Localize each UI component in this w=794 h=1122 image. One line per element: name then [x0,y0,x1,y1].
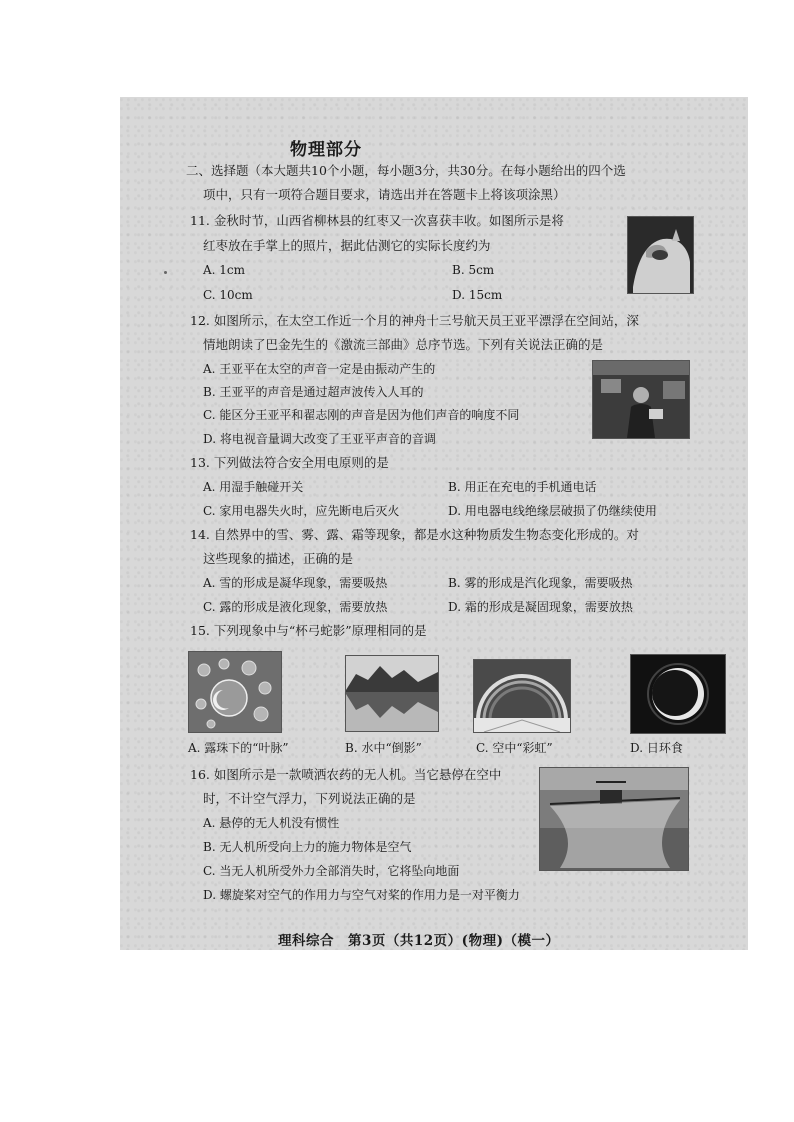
q14-option-d[interactable]: D. 霜的形成是凝固现象，需要放热 [448,600,633,614]
section-heading-line-1: 二、选择题（本大题共10个小题，每小题3分，共30分。在每小题给出的四个选 [186,163,626,178]
q12-option-c[interactable]: C. 能区分王亚平和翟志刚的声音是因为他们声音的响度不同 [203,408,520,422]
spraying-drone-photo [539,767,689,871]
q12-stem-line-2: 情地朗读了巴金先生的《激流三部曲》总序节选。下列有关说法正确的是 [203,337,604,352]
q12-option-b[interactable]: B. 王亚平的声音是通过超声波传入人耳的 [203,385,424,399]
drone-icon [540,768,688,870]
q12-option-a[interactable]: A. 王亚平在太空的声音一定是由振动产生的 [203,362,436,376]
q14-option-b[interactable]: B. 雾的形成是汽化现象，需要吸热 [448,576,633,590]
page-footer: 理科综合 第3页（共12页）(物理)（模一） [278,933,560,949]
q13-option-b[interactable]: B. 用正在充电的手机通电话 [448,480,597,494]
q15-option-a[interactable]: A. 露珠下的“叶脉” [188,741,289,755]
rainbow-icon [474,660,570,732]
hand-jujube-icon [628,217,693,293]
dew-drops-on-leaf-photo [188,651,282,733]
section-heading-line-2: 项中，只有一项符合题目要求，请选出并在答题卡上将该项涂黑） [203,187,566,202]
q13-stem-line-1: 13. 下列做法符合安全用电原则的是 [190,455,389,470]
rainbow-in-sky-photo [473,659,571,733]
q13-option-c[interactable]: C. 家用电器失火时，应先断电后灭火 [203,504,400,518]
q13-option-d[interactable]: D. 用电器电线绝缘层破损了仍继续使用 [448,504,657,518]
q11-option-c[interactable]: C. 10cm [203,288,253,302]
page-title: 物理部分 [290,140,362,160]
reflection-in-water-photo [345,655,439,732]
q16-stem-line-1: 16. 如图所示是一款喷洒农药的无人机。当它悬停在空中 [190,767,502,782]
q11-stem-line-1: 11. 金秋时节，山西省柳林县的红枣又一次喜获丰收。如图所示是将 [190,213,564,228]
q14-stem-line-1: 14. 自然界中的雪、雾、露、霜等现象，都是水这种物质发生物态变化形成的。对 [190,527,639,542]
q15-stem-line-1: 15. 下列现象中与“杯弓蛇影”原理相同的是 [190,623,427,638]
hand-holding-jujube-photo [627,216,694,294]
q13-option-a[interactable]: A. 用湿手触碰开关 [203,480,304,494]
q16-stem-line-2: 时，不计空气浮力，下列说法正确的是 [203,791,416,806]
q12-option-d[interactable]: D. 将电视音量调大改变了王亚平声音的音调 [203,432,436,446]
q12-stem-line-1: 12. 如图所示，在太空工作近一个月的神舟十三号航天员王亚平漂浮在空间站，深 [190,313,639,328]
eclipse-icon [631,655,725,733]
q16-option-b[interactable]: B. 无人机所受向上力的施力物体是空气 [203,840,412,854]
astronaut-in-space-station-photo [592,360,690,439]
dew-drops-icon [189,652,281,732]
astronaut-icon [593,361,689,438]
q11-option-a[interactable]: A. 1cm [203,263,246,277]
q16-option-c[interactable]: C. 当无人机所受外力全部消失时，它将坠向地面 [203,864,460,878]
q14-option-c[interactable]: C. 露的形成是液化现象，需要放热 [203,600,388,614]
q11-option-b[interactable]: B. 5cm [452,263,495,277]
q14-stem-line-2: 这些现象的描述，正确的是 [203,551,354,566]
q16-option-d[interactable]: D. 螺旋桨对空气的作用力与空气对桨的作用力是一对平衡力 [203,888,520,902]
q15-option-c[interactable]: C. 空中“彩虹” [476,741,553,755]
q15-option-b[interactable]: B. 水中“倒影” [345,741,422,755]
annular-eclipse-photo [630,654,726,734]
q14-option-a[interactable]: A. 雪的形成是凝华现象，需要吸热 [203,576,388,590]
q16-option-a[interactable]: A. 悬停的无人机没有惯性 [203,816,340,830]
water-reflection-icon [346,656,438,731]
scan-speck [164,271,167,274]
q11-stem-line-2: 红枣放在手掌上的照片，据此估测它的实际长度约为 [203,238,491,253]
q15-option-d[interactable]: D. 日环食 [630,741,683,755]
q11-option-d[interactable]: D. 15cm [452,288,503,302]
